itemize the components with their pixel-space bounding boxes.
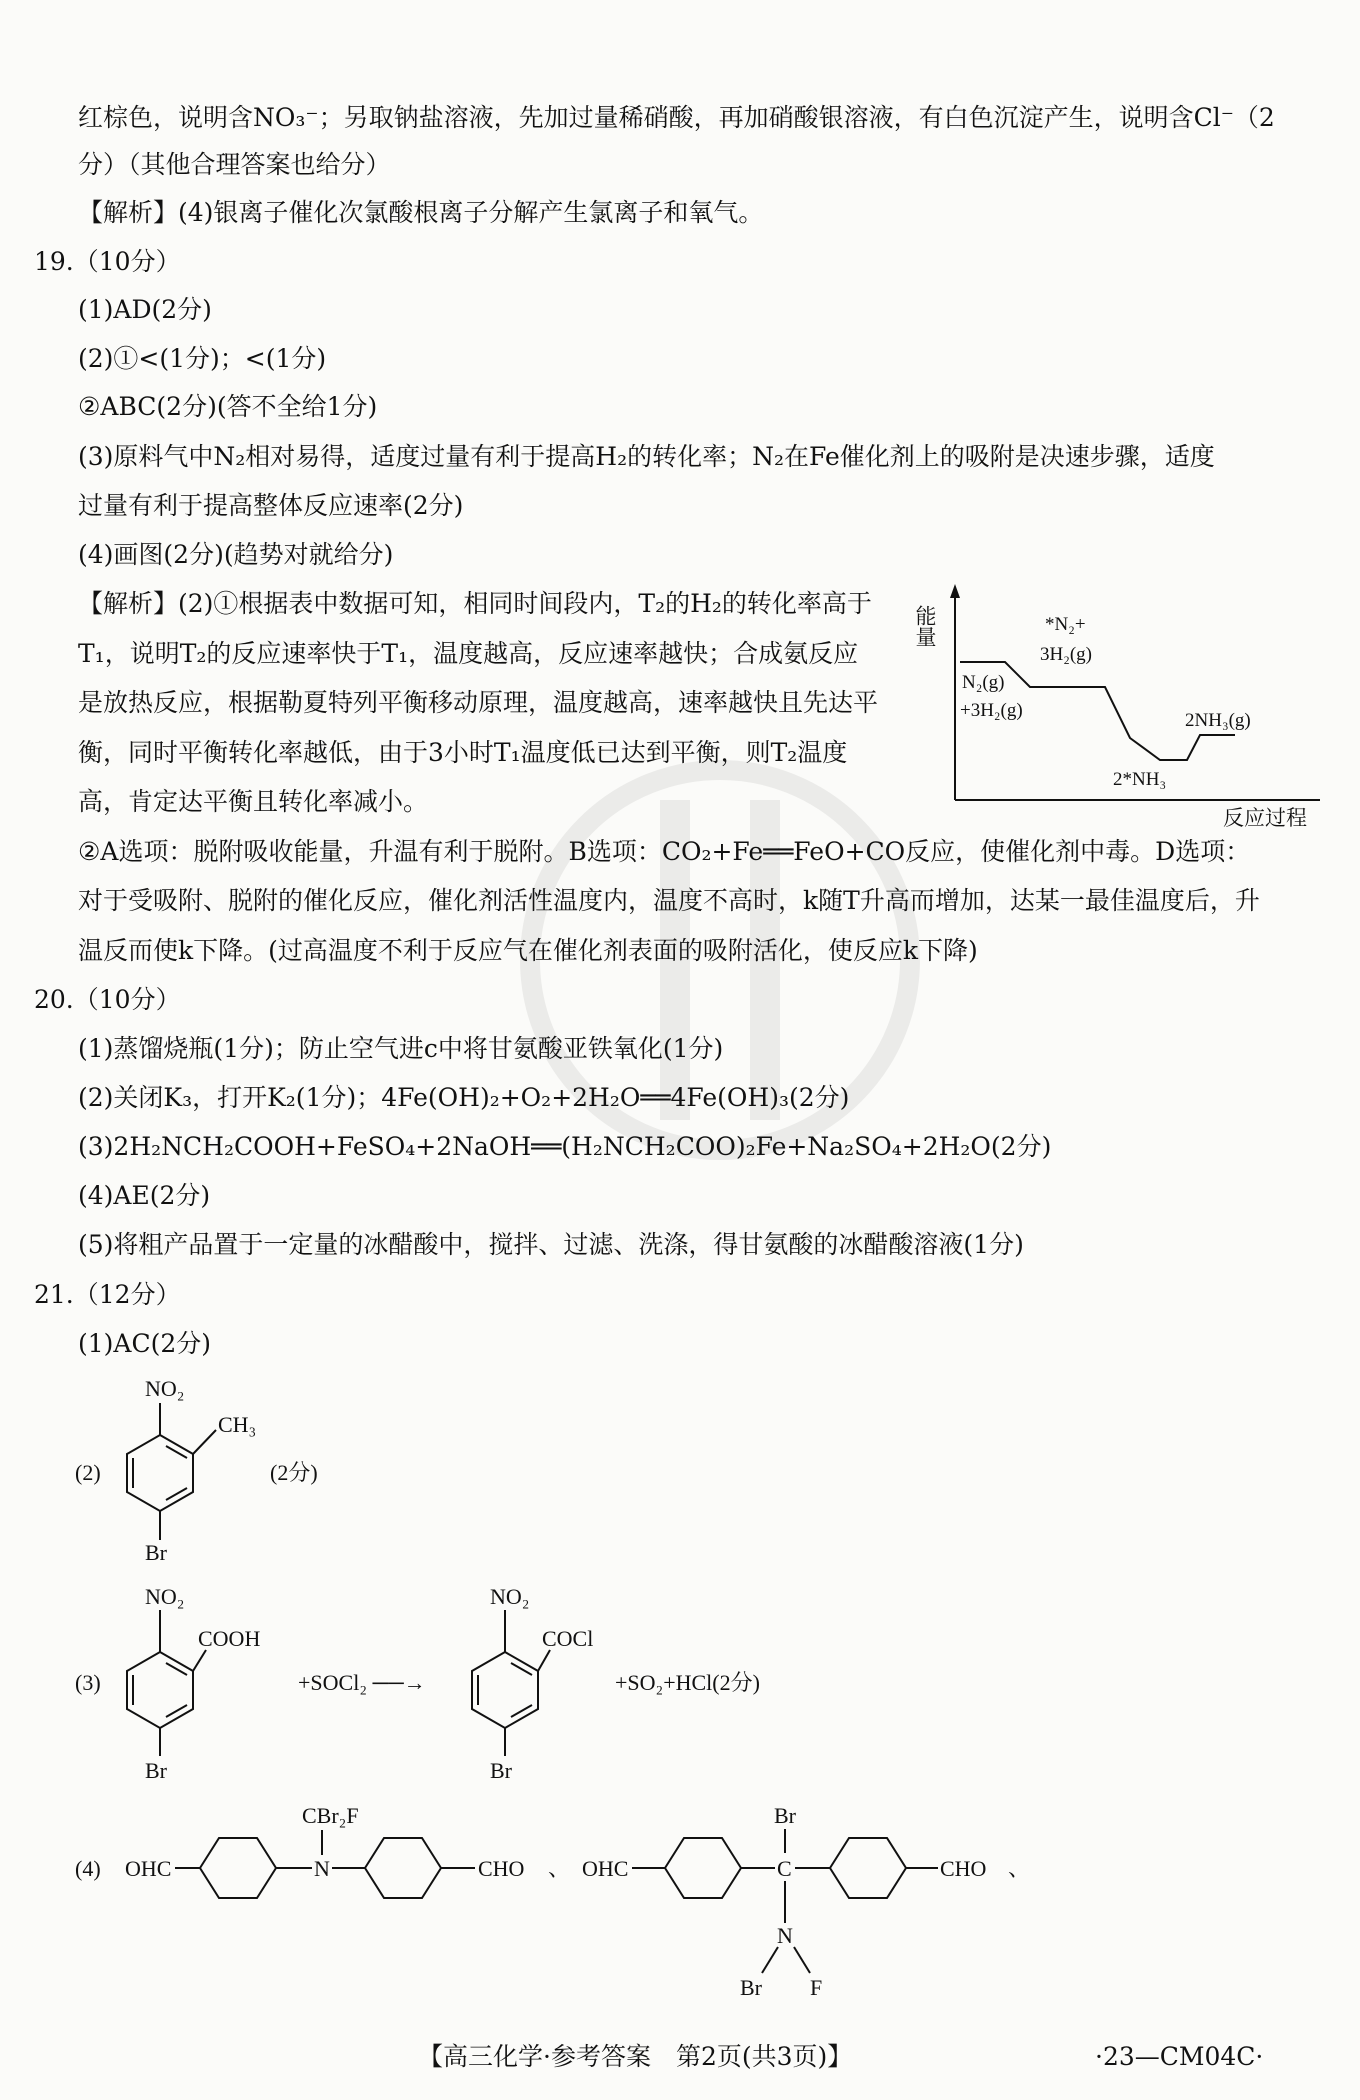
text-line: (3)2H₂NCH₂COOH+FeSO₄+2NaOH══(H₂NCH₂COO)₂Fe+Na₂SO₄+2H₂O(2分)	[78, 1132, 1052, 1161]
text-line: 过量有利于提高整体反应速率(2分)	[78, 491, 464, 520]
q4b-c: C	[777, 1856, 792, 1881]
q4b-f: F	[810, 1975, 823, 2000]
q3-reactant-no2: NO₂	[145, 1584, 185, 1609]
q4-trailing-separator: 、	[1008, 1856, 1031, 1881]
text-line: (2)关闭K₃，打开K₂(1分)；4Fe(OH)₂+O₂+2H₂O══4Fe(OH)₃(2分)	[78, 1083, 850, 1112]
q4a-n: N	[314, 1856, 330, 1881]
structures-q4	[70, 1795, 1070, 2005]
state-n2: N₂(g)	[962, 672, 1005, 693]
q2-score: (2分)	[270, 1460, 318, 1485]
question-number: 20.（10分）	[34, 985, 181, 1014]
q3-reactant-cooh: COOH	[198, 1626, 261, 1651]
q4a-ohc: OHC	[125, 1856, 172, 1881]
footer-code: ·23—CM04C·	[1095, 2042, 1264, 2071]
q4b-ring-left	[665, 1838, 741, 1898]
question-number: 21.（12分）	[34, 1280, 181, 1309]
q4b-cho: CHO	[940, 1856, 987, 1881]
text-line: (2)①<(1分)；<(1分)	[78, 344, 327, 373]
text-line: ②ABC(2分)(答不全给1分)	[78, 392, 378, 421]
q4-separator: 、	[548, 1856, 571, 1881]
q4a-cbr2f: CBr₂F	[302, 1803, 359, 1828]
footer-page-info: 【高三化学·参考答案 第2页(共3页)】	[418, 2042, 853, 2071]
q4a-ring-right	[365, 1838, 441, 1898]
reaction-q3	[70, 1580, 890, 1790]
text-line: 温反而使k下降。(过高温度不利于反应气在催化剂表面的吸附活化，使反应k下降)	[78, 936, 978, 965]
text-line: (4)AE(2分)	[78, 1181, 211, 1210]
text-line: 【解析】(2)①根据表中数据可知，相同时间段内，T₂的H₂的转化率高于	[78, 589, 872, 618]
text-line: 分）（其他合理答案也给分）	[78, 150, 391, 179]
text-line: 对于受吸附、脱附的催化反应，催化剂活性温度内，温度不高时，k随T升高而增加，达某一最佳温度后，升	[78, 886, 1260, 915]
text-line: 衡，同时平衡转化率越低，由于3小时T₁温度低已达到平衡，则T₂温度	[78, 738, 848, 767]
text-line: (5)将粗产品置于一定量的冰醋酸中，搅拌、过滤、洗涤，得甘氨酸的冰醋酸溶液(1分)	[78, 1230, 1024, 1259]
y-axis-label: 能量	[913, 605, 937, 647]
q3-reagent: +SOCl₂ ──→	[298, 1670, 426, 1695]
q4b-ring-right	[830, 1838, 906, 1898]
text-line: (3)原料气中N₂相对易得，适度过量有利于提高H₂的转化率；N₂在Fe催化剂上的吸附是决速步骤，适度	[78, 442, 1215, 471]
q4b-ohc: OHC	[582, 1856, 629, 1881]
text-line: T₁，说明T₂的反应速率快于T₁，温度越高，反应速率越快；合成氨反应	[78, 639, 859, 668]
structure-q2	[70, 1370, 430, 1570]
text-line: 是放热反应，根据勒夏特列平衡移动原理，温度越高，速率越快且先达平	[78, 688, 879, 717]
q4a-cho: CHO	[478, 1856, 525, 1881]
state-adsorbed-n2: *N₂+	[1045, 614, 1086, 635]
q2-ch3-label: CH₃	[218, 1412, 257, 1437]
q4b-br-top: Br	[774, 1803, 796, 1828]
q3-products-tail: +SO₂+HCl(2分)	[615, 1670, 760, 1695]
q3-product-ring	[472, 1652, 538, 1728]
q2-label: (2)	[75, 1460, 101, 1485]
q2-br-label: Br	[145, 1540, 167, 1565]
q3-label: (3)	[75, 1670, 101, 1695]
q3-reactant-br: Br	[145, 1758, 167, 1783]
state-adsorbed-nh3: 2*NH₃	[1113, 769, 1167, 790]
text-line: (4)画图(2分)(趋势对就给分)	[78, 540, 394, 569]
q4b-br-bottom: Br	[740, 1975, 762, 2000]
text-line: 红棕色，说明含NO₃⁻；另取钠盐溶液，先加过量稀硝酸，再加硝酸银溶液，有白色沉淀产生，说明含Cl⁻（2	[78, 103, 1275, 132]
state-n2-h2: +3H₂(g)	[960, 700, 1023, 721]
q4b-n: N	[777, 1923, 793, 1948]
text-line: (1)AD(2分)	[78, 295, 212, 324]
q3-product-br: Br	[490, 1758, 512, 1783]
energy-diagram	[905, 580, 1325, 830]
state-nh3: 2NH₃(g)	[1185, 710, 1251, 731]
text-line: 高，肯定达平衡且转化率减小。	[78, 787, 429, 816]
x-axis-label: 反应过程	[1223, 806, 1307, 830]
q3-product-cocl: COCl	[542, 1626, 594, 1651]
q3-reactant-ring	[127, 1652, 193, 1728]
text-line: 【解析】(4)银离子催化次氯酸根离子分解产生氯离子和氧气。	[78, 198, 764, 227]
state-adsorbed-h2: 3H₂(g)	[1040, 644, 1092, 665]
q4-label: (4)	[75, 1856, 101, 1881]
q2-benzene-ring	[127, 1435, 193, 1511]
q3-product-no2: NO₂	[490, 1584, 530, 1609]
text-line: ②A选项：脱附吸收能量，升温有利于脱附。B选项：CO₂+Fe══FeO+CO反应，使催化剂中毒。D选项：	[78, 837, 1251, 866]
q4a-ring-left	[200, 1838, 276, 1898]
text-line: (1)AC(2分)	[78, 1329, 212, 1358]
text-line: (1)蒸馏烧瓶(1分)；防止空气进c中将甘氨酸亚铁氧化(1分)	[78, 1034, 724, 1063]
q2-no2-label: NO₂	[145, 1376, 185, 1401]
question-number: 19.（10分）	[34, 247, 181, 276]
